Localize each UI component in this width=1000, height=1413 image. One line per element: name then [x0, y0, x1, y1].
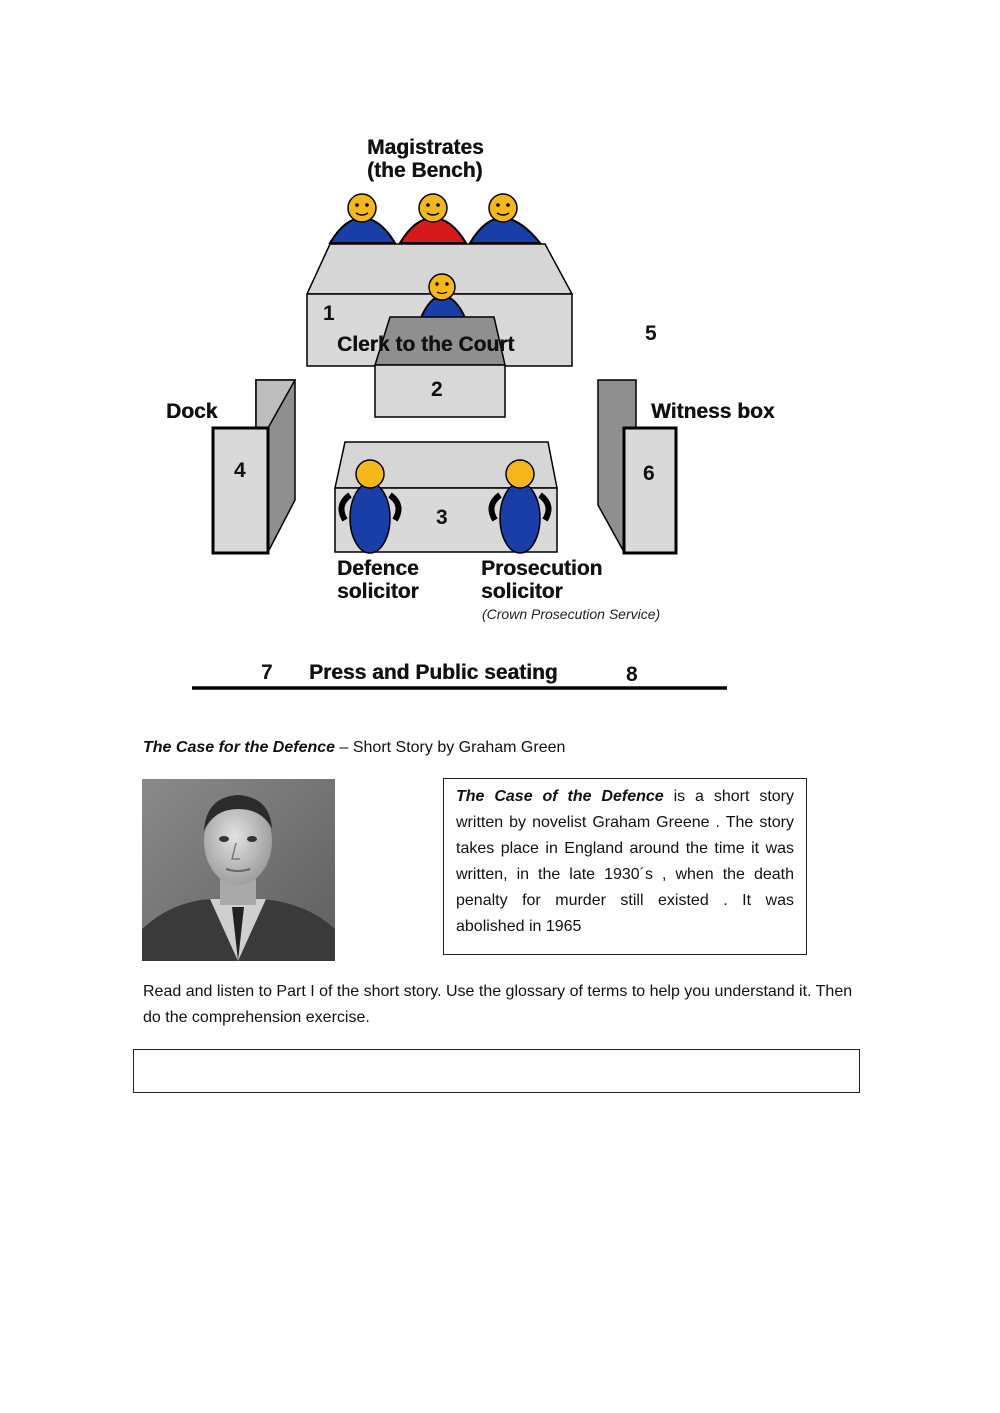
bench-number: 1 — [323, 302, 335, 325]
info-box-title: The Case of the Defence — [456, 788, 664, 805]
answer-box[interactable] — [133, 1049, 860, 1093]
info-box — [443, 778, 807, 955]
dock-number: 4 — [234, 459, 246, 482]
witness-area-number: 5 — [645, 322, 657, 345]
info-box-text: is a short story written by novelist Graham Greene . The story takes place in England around the time it was written, in the late 1930´s , when the death penalty for murder still existed . It was abolished in 1965 — [456, 788, 794, 935]
story-title: The Case for the Defence — [143, 739, 336, 756]
seating-number-left: 7 — [261, 661, 273, 684]
magistrate-figure-right — [470, 194, 540, 243]
table-number: 3 — [436, 506, 448, 529]
magistrate-figure-left — [330, 194, 395, 243]
author-photo — [142, 779, 335, 961]
magistrates-sublabel: (the Bench) — [367, 159, 483, 182]
dock-label: Dock — [166, 400, 218, 423]
clerk-desk-number: 2 — [431, 378, 443, 401]
instructions-text: Read and listen to Part I of the short story. Use the glossary of terms to help you understand it. Then do the comprehension exercise. — [143, 983, 853, 1026]
witness-box-number: 6 — [643, 462, 655, 485]
witness-box-label: Witness box — [651, 400, 775, 423]
defence-sublabel: solicitor — [337, 580, 419, 603]
dock-box — [213, 380, 295, 553]
prosecution-sublabel: solicitor — [481, 580, 563, 603]
prosecution-label: Prosecution — [481, 557, 603, 580]
defence-label: Defence — [337, 557, 419, 580]
prosecution-note: (Crown Prosecution Service) — [482, 606, 661, 622]
clerk-label: Clerk to the Court — [337, 333, 515, 356]
clerk-desk — [375, 317, 505, 417]
portrait-drawing — [142, 779, 335, 961]
seating-number-right: 8 — [626, 663, 638, 686]
story-subtitle: – Short Story by Graham Green — [335, 739, 566, 756]
magistrate-figure-center — [400, 194, 466, 243]
story-heading — [143, 735, 565, 761]
magistrates-label: Magistrates — [367, 136, 484, 159]
press-public-label: Press and Public seating — [309, 661, 558, 684]
